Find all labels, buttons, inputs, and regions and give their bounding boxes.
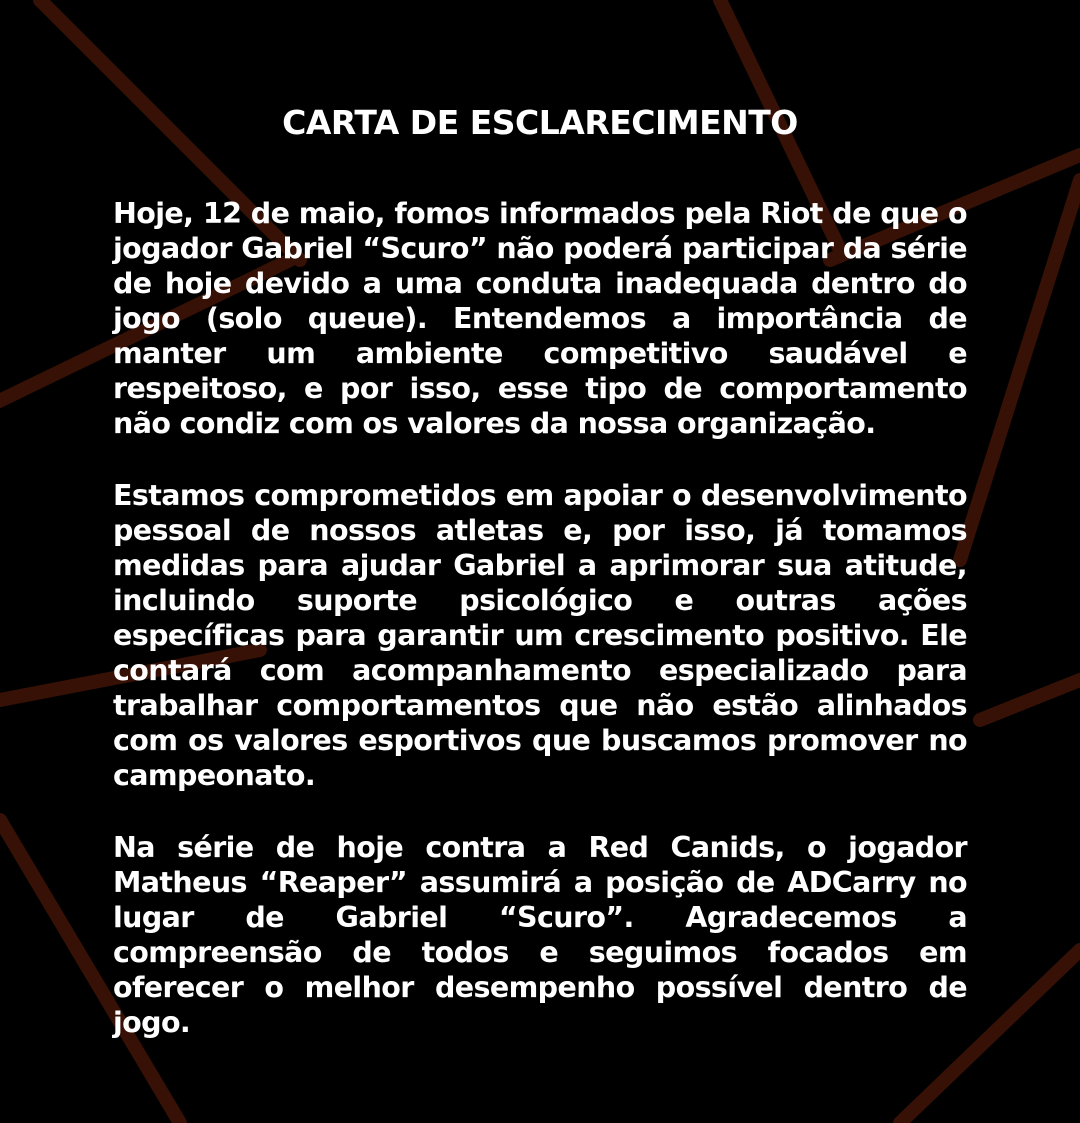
clarification-letter [113, 98, 967, 1040]
background-line [980, 680, 1080, 720]
letter-paragraph-3: Na série de hoje contra a Red Canids, o jogador Matheus “Reaper” assumirá a posição de ADCarry no lugar de Gabriel “Scuro”. Agradecemos a compreensão de todos e seguimos focados em oferecer o melhor desempenho possível dentro de jogo. [113, 831, 967, 1039]
letter-paragraph-2: Estamos comprometidos em apoiar o desenvolvimento pessoal de nossos atletas e, por isso, já tomamos medidas para ajudar Gabriel a aprimorar sua atitude, incluindo suporte psicológico e outras ações específicas para garantir um crescimento positivo. Ele contará com acompanhamento especializado para trabalhar comportamentos que não estão alinhados com os valores esportivos que buscamos promover no campeonato. [113, 479, 967, 792]
letter-paragraph-1: Hoje, 12 de maio, fomos informados pela Riot de que o jogador Gabriel “Scuro” não poderá participar da série de hoje devido a uma conduta inadequada dentro do jogo (solo queue). Entendemos a importância de manter um ambiente competitivo saudável e respeitoso, e por isso, esse tipo de comportamento não condiz com os valores da nossa organização. [113, 197, 967, 440]
letter-title: CARTA DE ESCLARECIMENTO [282, 103, 798, 142]
background-line [960, 180, 1080, 560]
